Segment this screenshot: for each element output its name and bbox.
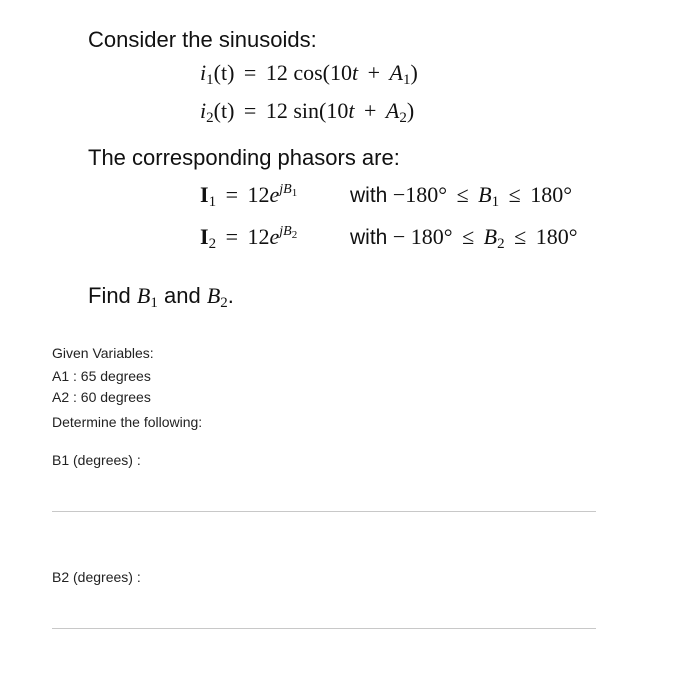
find-and: and [157,283,207,308]
eq1-lhs-sub: 1 [206,72,214,88]
phasor1-le1: ≤ [456,182,469,207]
phasor1-constraint-lo: −180° [392,182,448,207]
phasor2-amp: 12 [247,224,270,249]
phasor1-with: with [350,184,388,207]
phasor2-constraint-hi: 180° [535,224,578,249]
phasor1-name: I [200,182,209,207]
phasor-i1 [200,182,297,208]
phasor1-name-sub: 1 [208,194,217,210]
eq1-amp: 12 [265,60,288,85]
eq2-phase-var: A [385,98,400,123]
eq1-lhs-fn: i [200,60,207,85]
phasor1-le2: ≤ [508,182,521,207]
eq1-fn: cos [293,60,323,85]
phasor2-with: with [350,226,388,249]
eq2-var-t: t [348,98,355,123]
eq2-lhs-arg: (t) [213,98,235,123]
phasor2-constraint-lo: − 180° [392,224,453,249]
phasor1-var: B [478,182,492,207]
equation-i2 [200,98,414,124]
phasor2-constraint [350,224,578,250]
eq1-phase-var: A [389,60,403,85]
phasor1-exp-var: B [283,182,292,197]
phasor1-exp-sub: 1 [291,187,298,199]
phasor2-equals: = [225,224,238,249]
phasor2-exponent [279,224,297,239]
phasor2-name: I [200,224,209,249]
phasor1-exp-j: j [279,182,284,197]
eq2-plus: + [363,98,377,123]
find-var1-sub: 1 [150,295,158,311]
eq1-var-t: t [351,60,359,85]
phasor2-var: B [483,224,498,249]
phasor2-exp-sub: 2 [291,229,298,241]
eq2-lhs-sub: 2 [206,110,214,126]
phasor1-constraint-hi: 180° [530,182,572,207]
phasor1-e: e [269,182,280,207]
find-prefix: Find [88,283,137,308]
phasor2-le2: ≤ [514,224,527,249]
find-var2-sub: 2 [220,295,228,311]
eq2-lhs-fn: i [200,98,207,123]
phasor1-var-sub: 1 [491,194,500,210]
phasor2-le1: ≤ [462,224,475,249]
eq2-amp: 12 [265,98,288,123]
phasor2-var-sub: 2 [497,236,505,252]
eq1-plus: + [367,60,381,85]
phasor2-e: e [269,224,280,249]
b2-answer-input[interactable] [52,628,596,629]
eq2-fn: sin [293,98,319,123]
eq2-equals: = [243,98,257,123]
equation-i1 [200,60,418,86]
phasor1-equals: = [225,182,238,207]
find-statement [88,283,234,309]
find-var2: B [206,283,221,308]
b1-answer-input[interactable] [52,511,596,512]
b1-label: B1 (degrees) : [52,452,141,468]
eq1-lhs-arg: (t) [213,60,235,85]
phasor-i2 [200,224,297,250]
phasor-intro-text: The corresponding phasors are: [88,145,400,170]
b2-label: B2 (degrees) : [52,569,141,585]
eq1-phase-sub: 1 [402,72,411,88]
phasor1-constraint [350,182,572,208]
find-end: . [227,283,234,308]
given-a2: A2 : 60 degrees [52,389,151,405]
given-a1: A1 : 65 degrees [52,368,151,384]
eq1-close: ) [410,60,418,85]
phasor1-amp: 12 [247,182,270,207]
eq1-equals: = [243,60,257,85]
determine-text: Determine the following: [52,414,203,430]
eq1-arg-open: (10 [322,60,352,85]
given-header: Given Variables: [52,345,154,361]
eq2-phase-sub: 2 [399,110,407,126]
phasor2-name-sub: 2 [208,236,217,252]
intro-text: Consider the sinusoids: [88,27,317,52]
phasor1-exponent [279,182,297,197]
eq2-close: ) [406,98,415,123]
phasor2-exp-var: B [283,224,292,239]
phasor2-exp-j: j [279,224,284,239]
find-var1: B [136,283,151,308]
eq2-arg-open: (10 [319,98,349,123]
